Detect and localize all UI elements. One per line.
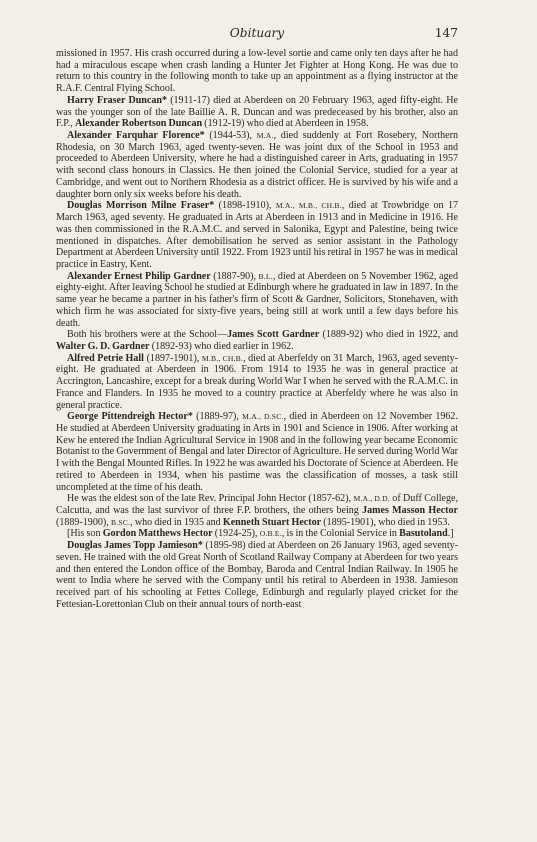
person-name: Harry Fraser Duncan* [67, 94, 167, 106]
text-run: , died at Aberdeen on 5 November 1962, aged eighty-eight. After leaving School he studied at Edinburgh where he graduated in law in 1897. In the same year he became a partner in his father's firm of Scott & Gardner, Solicitors, Stonehaven, with which firm he was associated for sixty-five years, being still at work until a few days before his death. [56, 270, 458, 329]
text-run: (1944-53), [204, 130, 257, 142]
obituary-paragraph [56, 353, 458, 412]
running-title: Obituary [229, 26, 285, 40]
text-run: (1911-17) died at Aberdeen on 20 February 1963, aged fifty-eight. He was the younger son of the late Baillie A. R. Duncan and was predeceased by his brother, also an F.P., [56, 94, 458, 130]
obituary-paragraph [56, 540, 458, 610]
degree-abbreviation: M.A., D.D. [353, 494, 390, 504]
running-head [56, 26, 458, 42]
obituary-paragraph [56, 271, 458, 330]
person-name: James Masson Hector [362, 505, 458, 517]
obituary-body-text [56, 48, 458, 611]
obituary-paragraph [56, 528, 458, 540]
text-run: of Duff College, Calcutta, and was the last survivor of three F.P. brothers, the others being [56, 493, 458, 517]
degree-abbreviation: O.B.E. [259, 529, 282, 539]
text-run: (1889-1900), [56, 516, 111, 528]
degree-abbreviation: B.SC. [110, 517, 131, 527]
degree-abbreviation: M.B., CH.B. [201, 353, 244, 363]
person-name: Alexander Robertson Duncan [75, 118, 203, 130]
text-run: (1898-1910), [214, 200, 276, 212]
text-run: , who died in 1935 and [130, 516, 223, 528]
person-name: Kenneth Stuart Hector [222, 516, 322, 528]
degree-abbreviation: M.A., M.B., CH.B. [275, 201, 342, 211]
text-run: (1897-1901), [143, 352, 202, 364]
degree-abbreviation: M.A., D.SC. [242, 412, 284, 422]
text-run: [His son [67, 528, 103, 540]
page-number: 147 [434, 26, 458, 40]
text-run: (1892-93) who died earlier in 1962. [149, 340, 294, 352]
text-run: , died suddenly at Fort Rosebery, Northern Rhodesia, on 30 March 1963, aged twenty-seven. He was joint dux of the School in 1953 and proceeded to Aberdeen University, where he had a distinguished career in Arts, graduating in 1957 with second class honours in Classics. He then joined the Colonial Service, studied for a year at Cambridge, and went out to Northern Rhodesia as a district officer. He is survived by his wife and a daughter born only six weeks before his death. [56, 130, 458, 200]
text-run: Both his brothers were at the School— [67, 329, 228, 341]
text-run: (1887-90), [210, 270, 259, 282]
degree-abbreviation: M.A. [256, 131, 274, 141]
person-name: Alexander Farquhar Florence* [67, 130, 205, 142]
person-name: George Pittendreigh Hector* [67, 411, 193, 423]
text-run: , is in the Colonial Service in [281, 528, 400, 540]
person-name: Douglas James Topp Jamieson* [67, 540, 203, 552]
person-name: Alexander Ernest Philip Gardner [67, 270, 211, 282]
text-run: (1924-25), [212, 528, 260, 540]
text-run: (1889-97), [192, 411, 243, 423]
text-run: , died in Aberdeen on 12 November 1962. He studied at Aberdeen University graduating in Arts in 1901 and Science in 1906. After working at Kew he entered the Indian Agricultural Service in 1908 and in the following year became Economic Botanist to the Government of Bengal and later Director of Agriculture. He served during World War I with the Bengal Mounted Rifles. In 1922 he was awarded his Doctorate of Science at Aberdeen. He retired to Aberdeen in 1934, when his pastime was the classification of mosses, a task still uncompleted at the time of his death. [56, 411, 458, 493]
text-run: .] [447, 528, 454, 540]
text-run: (1895-98) died at Aberdeen on 26 January 1963, aged seventy-seven. He trained with the old Great North of Scotland Railway Company at Aberdeen for two years and then entered the London office of the Bombay, Baroda and Central Indian Railway. In 1905 he went to India where he served with the Company until his retiral to Aberdeen in 1938. Jamieson received part of his schooling at Fettes College, Edinburgh and regularly played cricket for the Fettesian-Lorettonian Club on their annual tours of north-east [56, 540, 458, 610]
text-run: , died at Trowbridge on 17 March 1963, aged seventy. He graduated in Arts at Aberdeen in 1913 and in Medicine in 1916. He was then commissioned in the R.A.M.C. and served in Salonika, Egypt and Palestine, being twice mentioned in dispatches. After demobilisation he served as senior assistant in the Pathology Department at Aberdeen University until 1922. From 1923 until his retiral in 1957 he was in medical practice in Eastry, Kent. [56, 200, 458, 270]
person-name: Basutoland [399, 528, 448, 540]
person-name: Douglas Morrison Milne Fraser* [67, 200, 215, 212]
person-name: Alfred Petrie Hall [67, 352, 144, 364]
degree-abbreviation: B.L. [258, 271, 273, 281]
obituary-paragraph [56, 200, 458, 270]
text-run: missioned in 1957. His crash occurred during a low-level sortie and came only ten days after he had had a miraculous escape when crash landing a Hunter Jet Fighter at Hong Kong. He was due to return to this country in the following month to take up an appointment as a flying instructor at the R.A.F. Central Flying School. [56, 48, 458, 95]
obituary-paragraph [56, 411, 458, 493]
obituary-paragraph [56, 95, 458, 130]
person-name: Walter G. D. Gardner [56, 340, 150, 352]
person-name: James Scott Gardner [227, 329, 320, 341]
text-run: , died at Aberfeldy on 31 March, 1963, aged seventy-eight. He graduated at Aberdeen in 1906. From 1914 to 1935 he was in general practice at Accrington, Lancashire, except for a break during World War I when he served with the R.A.M.C. in France and Flanders. In 1935 he moved to a country practice at Aberfeldy where he was also in general practice. [56, 352, 458, 411]
text-run: (1889-92) who died in 1922, and [319, 329, 458, 341]
obituary-paragraph [56, 493, 458, 528]
text-run: (1912-19) who died at Aberdeen in 1958. [202, 118, 369, 130]
obituary-paragraph [56, 48, 458, 95]
person-name: Gordon Matthews Hector [102, 528, 213, 540]
obituary-paragraph [56, 130, 458, 200]
obituary-paragraph [56, 329, 458, 352]
text-run: (1895-1901), who died in 1953. [321, 516, 450, 528]
text-run: He was the eldest son of the late Rev. Principal John Hector (1857-62), [67, 493, 354, 505]
